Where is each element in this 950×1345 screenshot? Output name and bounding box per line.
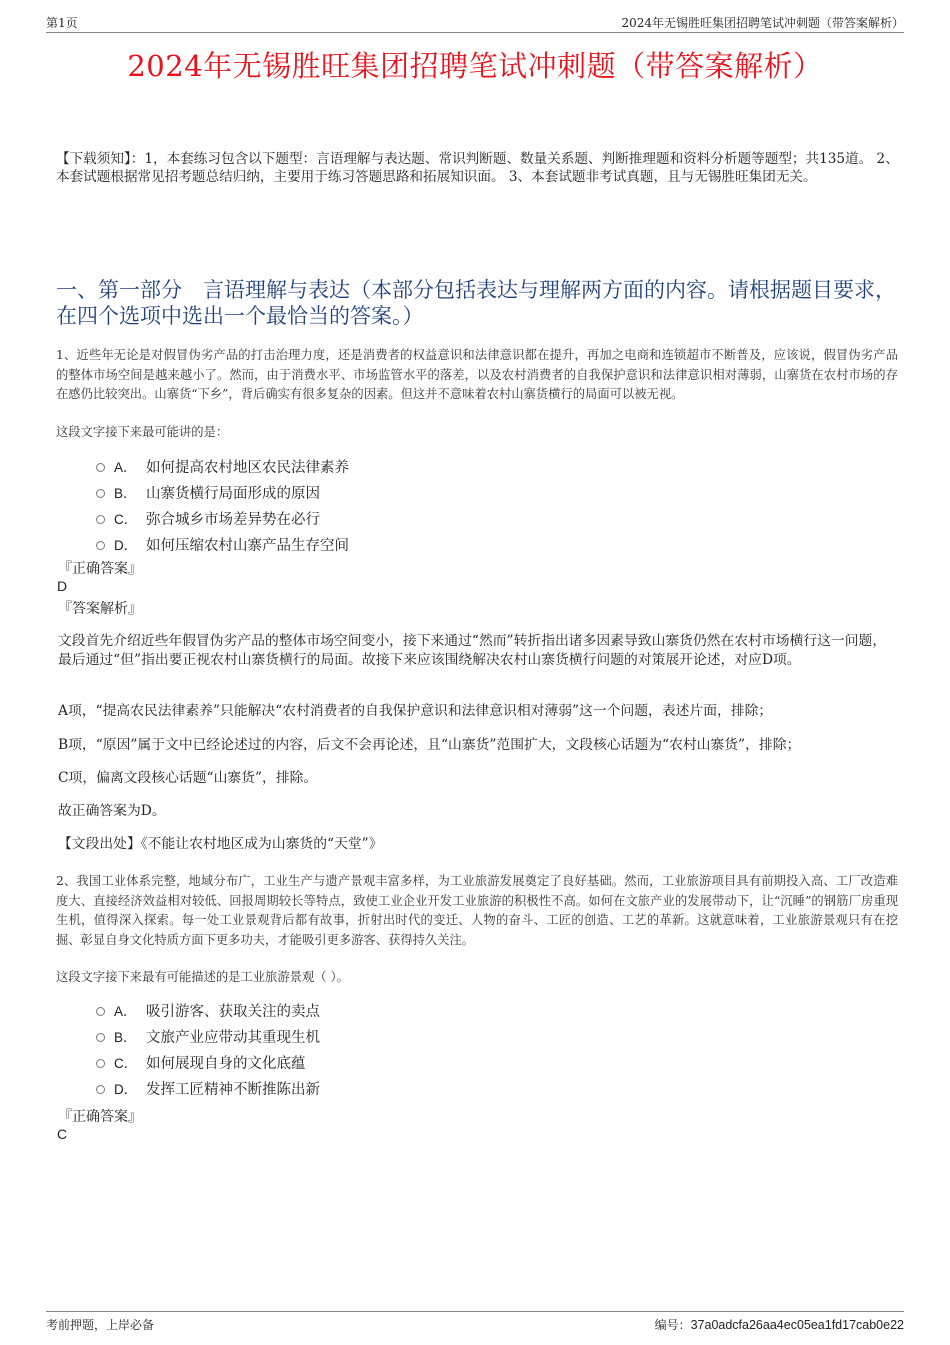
option-a[interactable]: A． 如何提高农村地区农民法律素养 (96, 453, 349, 479)
answer-label: 『正确答案』 (58, 561, 142, 577)
analysis-paragraph: C项，偏离文段核心话题“山寨货”，排除。 (58, 770, 318, 786)
analysis-conclusion: 故正确答案为D。 (58, 803, 166, 819)
answer-label: 『正确答案』 (58, 1109, 142, 1125)
option-c[interactable]: C． 弥合城乡市场差异势在必行 (96, 505, 349, 531)
question-2-stem: 2、我国工业体系完整，地域分布广，工业生产与遗产景观丰富多样，为工业旅游发展奠定了良好基础。然而，工业旅游项目具有前期投入高、工厂改造难度大、直接经济效益相对较低、回报周期较长等特点，致使工业企业开发工业旅游的积极性不高。如何在文旅产业的发展带动下，让“沉睡”的钢筋厂房重现生机，值得深入探索。每一处工业景观背后都有故事，折射出时代的变迁、人物的奋斗、工匠的创造、工艺的革新。这就意味着，工业旅游景观只有在挖掘、彰显自身文化特质方面下更多功夫，才能吸引更多游客、获得持久关注。 (56, 874, 898, 947)
radio-icon[interactable] (96, 515, 105, 524)
section-title: 一、第一部分 言语理解与表达（本部分包括表达与理解两方面的内容。请根据题目要求，在四个选项中选出一个最恰当的答案。） (56, 278, 896, 328)
answer-value: C (57, 1126, 68, 1142)
page-footer (46, 1311, 904, 1332)
option-d[interactable]: D． 发挥工匠精神不断推陈出新 (96, 1075, 320, 1101)
question-1-prompt: 这段文字接下来最可能讲的是： (56, 425, 229, 439)
radio-icon[interactable] (96, 489, 105, 498)
answer-value: D (57, 578, 68, 594)
question-2-prompt: 这段文字接下来最有可能描述的是工业旅游景观（ ）。 (56, 970, 349, 984)
radio-icon[interactable] (96, 1085, 105, 1094)
source-citation: 【文段出处】《不能让农村地区成为山寨货的“天堂”》 (58, 836, 383, 852)
option-b[interactable]: B． 文旅产业应带动其重现生机 (96, 1023, 320, 1049)
radio-icon[interactable] (96, 541, 105, 550)
analysis-label: 『答案解析』 (58, 601, 142, 617)
page-header (46, 14, 904, 33)
option-c[interactable]: C． 如何展现自身的文化底蕴 (96, 1049, 320, 1075)
option-b[interactable]: B． 山寨货横行局面形成的原因 (96, 479, 349, 505)
radio-icon[interactable] (96, 1059, 105, 1068)
page-title: 2024年无锡胜旺集团招聘笔试冲刺题（带答案解析） (127, 49, 823, 83)
option-d[interactable]: D． 如何压缩农村山寨产品生存空间 (96, 531, 349, 557)
analysis-paragraph: A项，“提高农民法律素养”只能解决“农村消费者的自我保护意识和法律意识相对薄弱”这一个问题，表述片面，排除； (58, 703, 773, 719)
analysis-paragraph: 文段首先介绍近些年假冒伪劣产品的整体市场空间变小，接下来通过“然而”转折指出诸多因素导致山寨货仍然在农村市场横行这一问题，最后通过“但”指出要正视农村山寨货横行的局面。故接下来应该围绕解决农村山寨货横行问题的对策展开论述，对应D项。 (58, 633, 887, 668)
download-notice: 【下载须知】：1，本套练习包含以下题型：言语理解与表达题、常识判断题、数量关系题、判断推理题和资料分析题等题型；共135道。 2、本套试题根据常见招考题总结归纳，主要用于练习答题思路和拓展知识面。 3、本套试题非考试真题，且与无锡胜旺集团无关。 (56, 151, 899, 185)
header-doc-title: 2024年无锡胜旺集团招聘笔试冲刺题（带答案解析） (621, 16, 904, 30)
question-1-options (96, 453, 349, 557)
document-code: 编号：37a0adcfa26aa4ec05ea1fd17cab0e22 (654, 1318, 904, 1332)
radio-icon[interactable] (96, 1007, 105, 1016)
option-a[interactable]: A． 吸引游客、获取关注的卖点 (96, 997, 320, 1023)
analysis-paragraph: B项，“原因”属于文中已经论述过的内容，后文不会再论述，且“山寨货”范围扩大，文段核心话题为“农村山寨货”，排除； (58, 737, 801, 753)
page-number: 第1页 (46, 16, 78, 30)
footer-slogan: 考前押题，上岸必备 (46, 1318, 155, 1332)
question-2-options (96, 997, 320, 1101)
radio-icon[interactable] (96, 463, 105, 472)
question-1-stem: 1、近些年无论是对假冒伪劣产品的打击治理力度，还是消费者的权益意识和法律意识都在提升，再加之电商和连锁超市不断普及，应该说，假冒伪劣产品的整体市场空间是越来越小了。然而，由于消费水平、市场监管水平的落差，以及农村消费者的自我保护意识和法律意识相对薄弱，山寨货在农村市场的存在感仍比较突出。山寨货“下乡”，背后确实有很多复杂的因素。但这并不意味着农村山寨货横行的局面可以被无视。 (56, 348, 898, 401)
radio-icon[interactable] (96, 1033, 105, 1042)
